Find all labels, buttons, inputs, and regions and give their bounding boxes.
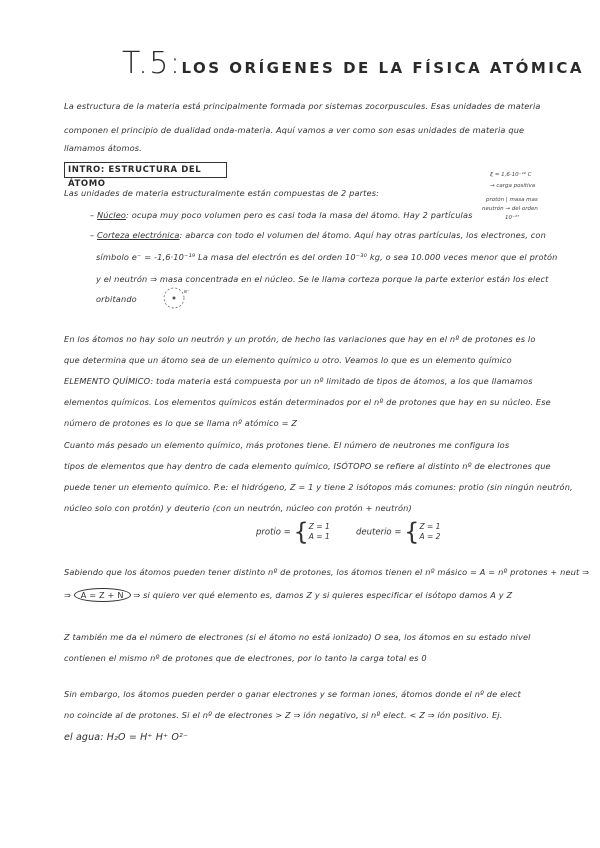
intro-line-1: La estructura de la materia está principalmente formada por sistemas zocorpuscules. Esas unidades de materia <box>64 101 541 111</box>
orbit-electron-label: e⁻ <box>184 289 190 295</box>
para5-line-1: Sin embargo, los átomos pueden perder o ganar electrones y se forman iones, átomos donde el nº de elect <box>64 689 521 699</box>
side-note-4: neutrón → del orden <box>482 206 538 212</box>
para4-line-2: contienen el mismo nº de protones que de electrones, por lo tanto la carga total es 0 <box>64 653 427 663</box>
deuterio-label: deuterio = <box>356 527 402 538</box>
protio-z: Z = 1 <box>308 522 330 531</box>
nucleo-term: Núcleo <box>97 210 127 220</box>
para2-line-2: que determina que un átomo sea de un elemento químico u otro. Veamos lo que es un elemento químico <box>64 355 512 365</box>
orbit-line: orbitando <box>96 294 137 304</box>
section-heading-box: INTRO: ESTRUCTURA DEL ÁTOMO <box>64 162 227 178</box>
mass-line: y el neutrón ⇒ masa concentrada en el núcleo. Se le llama corteza porque la parte exterior están los elect <box>96 274 549 284</box>
nucleo-line: – Núcleo: ocupa muy poco volumen pero es casi toda la masa del átomo. Hay 2 partículas <box>90 210 473 220</box>
para2-line-4: elementos químicos. Los elementos químicos están determinados por el nº de protones que hay en su núcleo. Ese <box>64 397 551 407</box>
side-note-3: protón | masa mas <box>486 197 538 203</box>
side-note-2: → carga positiva <box>490 183 536 189</box>
para2-line-1: En los átomos no hay solo un neutrón y un protón, de hecho las variaciones que hay en el nº de protones es lo <box>64 334 536 344</box>
para5-line-3: el agua: H₂O = H⁺ H⁺ O²⁻ <box>64 732 189 743</box>
nucleo-text: : ocupa muy poco volumen pero es casi toda la masa del átomo. Hay 2 partículas <box>126 210 473 220</box>
protio-label: protio = <box>256 527 291 538</box>
para5-line-2: no coincide al de protones. Si el nº de electrones > Z ⇒ ión negativo, si nº elect. < Z ⇒ ión positivo. Ej. <box>64 710 503 720</box>
deuterio-z: Z = 1 <box>419 522 441 531</box>
intro-line-2: componen el principio de dualidad onda-materia. Aquí vamos a ver como son esas unidades de materia que <box>64 125 525 135</box>
para2-line-7: tipos de elementos que hay dentro de cada elemento químico, ISÓTOPO se refiere al distinto nº de electrones que <box>64 461 551 471</box>
para2-line-6: Cuanto más pesado un elemento químico, más protones tiene. El número de neutrones me configura los <box>64 440 510 450</box>
para2-line-5: número de protones es lo que se llama nº atómico = Z <box>64 418 298 428</box>
title-text: LOS ORÍGENES DE LA FÍSICA ATÓMICA <box>181 59 584 77</box>
electron-line: símbolo e⁻ = -1,6·10⁻¹⁹ La masa del electrón es del orden 10⁻³⁰ kg, o sea 10.000 veces menor que el protón <box>96 252 558 262</box>
title-number: T.5: <box>122 46 182 81</box>
side-note-5: 10⁻²⁷ <box>505 215 520 221</box>
para3-rest: ⇒ si quiero ver qué elemento es, damos Z y si quieres especificar el isótopo damos A y Z <box>133 590 513 600</box>
deuterio-a: A = 2 <box>419 532 441 541</box>
protio-brace: { <box>293 518 309 546</box>
protio-a: A = 1 <box>308 532 330 541</box>
intro-line-3: llamamos átomos. <box>64 143 142 153</box>
para3-line-1: Sabiendo que los átomos pueden tener distinto nº de protones, los átomos tienen el nº másico = A = nº protones + neut ⇒ <box>64 567 590 577</box>
para3-arrow: ⇒ <box>64 590 72 600</box>
deuterio-system <box>356 520 440 544</box>
corteza-line: – Corteza electrónica: abarca con todo el volumen del átomo. Aquí hay otras partículas, los electrones, con <box>90 230 546 240</box>
corteza-term: Corteza electrónica <box>97 230 180 240</box>
orbit-sketch <box>156 284 196 312</box>
para2-line-9: núcleo solo con protón) y deuterio (con un neutrón, núcleo con protón + neutrón) <box>64 503 412 513</box>
page-title <box>122 46 584 81</box>
mass-number-formula: A = Z + N <box>74 588 131 602</box>
structure-lead: Las unidades de materia estructuralmente están compuestas de 2 partes: <box>64 188 380 198</box>
deuterio-brace: { <box>404 518 420 546</box>
para4-line-1: Z también me da el número de electrones (si el átomo no está ionizado) O sea, los átomos en su estado nivel <box>64 632 531 642</box>
protio-system <box>256 520 330 544</box>
corteza-text: : abarca con todo el volumen del átomo. Aquí hay otras partículas, los electrones, con <box>179 230 546 240</box>
side-note-1: ξ = 1,6·10⁻¹⁹ C <box>490 172 532 178</box>
para3-line-2 <box>64 588 512 602</box>
para2-line-8: puede tener un elemento químico. P.e: el hidrógeno, Z = 1 y tiene 2 isótopos más comunes: protio (sin ningún neutrón, <box>64 482 573 492</box>
para2-line-3: ELEMENTO QUÍMICO: toda materia está compuesta por un nº limitado de tipos de átomos, a los que llamamos <box>64 376 533 386</box>
